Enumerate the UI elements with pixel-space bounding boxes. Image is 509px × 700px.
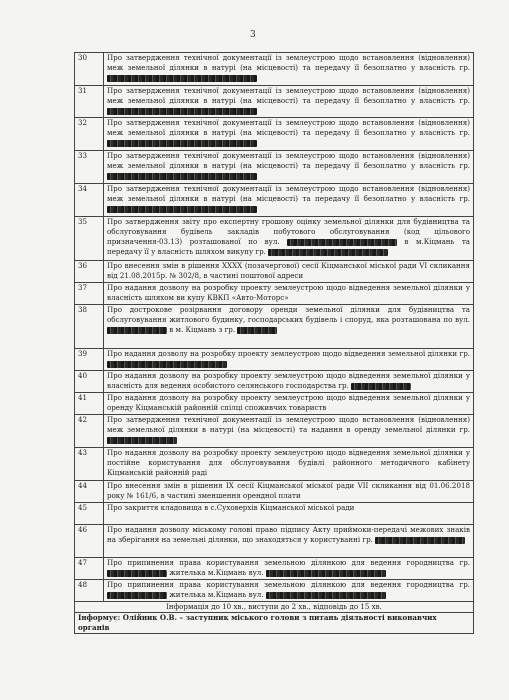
item-text: Про надання дозволу на розробку проекту землеустрою щодо відведення земельної ділянки у оренду Кіцманській районній спілці споживчих товариств bbox=[107, 393, 470, 412]
info-line: Інформація до 10 хв., виступи до 2 хв., відповідь до 15 хв. bbox=[75, 602, 474, 613]
item-text-cell bbox=[104, 558, 474, 580]
item-number: 41 bbox=[75, 393, 104, 415]
agenda-row bbox=[75, 86, 474, 118]
item-text: Про затвердження технічної документації із землеустрою щодо встановлення (відновлення) меж земельної ділянки в натурі (на місцевості) та передачу її безоплатно у власність гр. bbox=[107, 86, 470, 105]
agenda-row bbox=[75, 580, 474, 602]
redacted-name bbox=[107, 437, 177, 444]
agenda-row bbox=[75, 503, 474, 525]
item-number: 32 bbox=[75, 118, 104, 151]
item-text-continued: жителька м.Кіцмань вул. bbox=[167, 590, 266, 599]
item-text: Про дострокове розірвання договору оренди земельної ділянки для будівництва та обслуговування житлового будинку, господарських будівель і споруд, яка розташована по вул. bbox=[107, 305, 470, 324]
redacted-name bbox=[107, 361, 227, 368]
item-text-cell bbox=[104, 261, 474, 283]
item-text-cell bbox=[104, 415, 474, 448]
agenda-row bbox=[75, 525, 474, 558]
agenda-row bbox=[75, 371, 474, 393]
item-number: 34 bbox=[75, 184, 104, 217]
item-text-cell bbox=[104, 580, 474, 602]
agenda-row bbox=[75, 415, 474, 448]
item-text: Про надання дозволу на розробку проекту землеустрою щодо відведення земельної ділянки у власність для ведення особистого селянського господарства гр. bbox=[107, 371, 470, 390]
item-text: Про закриття кладовища в с.Суховерхів Кіцманської міської ради bbox=[107, 503, 355, 512]
item-text-cell bbox=[104, 151, 474, 184]
item-text-continued: жителька м.Кіцмань вул. bbox=[167, 568, 266, 577]
agenda-row bbox=[75, 53, 474, 86]
item-text: Про затвердження технічної документації із землеустрою щодо встановлення (відновлення) меж земельної ділянки в натурі (на місцевості) та передачу її безоплатно у власність гр. bbox=[107, 151, 470, 170]
item-text-cell bbox=[104, 217, 474, 261]
agenda-row bbox=[75, 481, 474, 503]
item-text-cell bbox=[104, 53, 474, 86]
item-number: 37 bbox=[75, 283, 104, 305]
item-text-cell bbox=[104, 184, 474, 217]
item-number: 44 bbox=[75, 481, 104, 503]
agenda-row bbox=[75, 118, 474, 151]
item-number: 36 bbox=[75, 261, 104, 283]
redacted-name bbox=[375, 537, 465, 544]
redacted-name bbox=[107, 206, 257, 213]
informant-line: Інформує: Олійник О.В. – заступник міського голови з питань діяльності виконавчих органів bbox=[75, 613, 474, 634]
redacted-name bbox=[107, 75, 257, 82]
item-number: 46 bbox=[75, 525, 104, 558]
agenda-row bbox=[75, 261, 474, 283]
item-text-cell bbox=[104, 503, 474, 525]
item-text: Про затвердження технічної документації із землеустрою щодо встановлення (відновлення) меж земельної ділянки в натурі (на місцевості) та передачу її безоплатно у власність гр. bbox=[107, 53, 470, 72]
item-text-continued: в м. Кіцмань з гр. bbox=[167, 325, 238, 334]
item-text: Про надання дозволу на розробку проекту землеустрою щодо відведення земельної ділянки гр. bbox=[107, 349, 470, 358]
item-text: Про надання дозволу на розробку проекту землеустрою щодо відведення земельної ділянки у власність шляхом ви купу КВКП «Авто-Моторс» bbox=[107, 283, 470, 302]
item-text-cell bbox=[104, 448, 474, 481]
item-text: Про припинення права користування земельною ділянкою для ведення городництва гр. bbox=[107, 558, 470, 567]
item-text-cell bbox=[104, 305, 474, 349]
redacted-name bbox=[107, 592, 167, 599]
item-number: 48 bbox=[75, 580, 104, 602]
agenda-row bbox=[75, 151, 474, 184]
redacted-name bbox=[237, 327, 277, 334]
agenda-row bbox=[75, 393, 474, 415]
item-text: Про затвердження технічної документації із землеустрою щодо встановлення (відновлення) меж земельної ділянки в натурі (на місцевості) та передачу її безоплатно у власність гр. bbox=[107, 184, 470, 203]
agenda-row bbox=[75, 448, 474, 481]
agenda-row bbox=[75, 283, 474, 305]
redacted-name bbox=[287, 239, 397, 246]
item-text-cell bbox=[104, 525, 474, 558]
info-row bbox=[75, 602, 474, 613]
item-number: 33 bbox=[75, 151, 104, 184]
agenda-row bbox=[75, 217, 474, 261]
item-text-cell bbox=[104, 283, 474, 305]
item-text-cell bbox=[104, 349, 474, 371]
item-number: 40 bbox=[75, 371, 104, 393]
item-number: 31 bbox=[75, 86, 104, 118]
item-text: Про внесення змін в рішення ХХХХ (позачергової) сесії Кіцманської міської ради VI скликання від 21.08.2015р. № 302/8, в частині поштової адреси bbox=[107, 261, 470, 280]
agenda-table bbox=[74, 52, 474, 634]
item-number: 35 bbox=[75, 217, 104, 261]
redacted-name bbox=[266, 592, 386, 599]
item-number: 47 bbox=[75, 558, 104, 580]
informant-row bbox=[75, 613, 474, 634]
item-number: 45 bbox=[75, 503, 104, 525]
redacted-name bbox=[268, 249, 388, 256]
agenda-row bbox=[75, 184, 474, 217]
item-text-cell bbox=[104, 371, 474, 393]
item-number: 38 bbox=[75, 305, 104, 349]
item-text-cell bbox=[104, 118, 474, 151]
agenda-row bbox=[75, 558, 474, 580]
redacted-name bbox=[107, 327, 167, 334]
redacted-name bbox=[107, 173, 257, 180]
item-text: Про затвердження звіту про експертну грошову оцінку земельної ділянки для будівництва та обслуговування будівель закладів побутового обслуговування (код цільового призначення-03.13) розташованої по вул. bbox=[107, 217, 470, 246]
item-text: Про припинення права користування земельною ділянкою для ведення городництва гр. bbox=[107, 580, 470, 589]
item-text: Про надання дозволу міському голові право підпису Акту приймоки-передачі межових знаків на зберігання на земельні ділянки, що знаходяться у користуванні гр. bbox=[107, 525, 470, 544]
item-text: Про внесення змін в рішення ІХ сесії Кіцманської міської ради VII скликання від 01.06.2018 року № 161/6, в частині зменшення орендної плати bbox=[107, 481, 470, 500]
redacted-name bbox=[107, 570, 167, 577]
item-text: Про затвердження технічної документації із землеустрою щодо встановлення (відновлення) меж земельної ділянки в натурі (на місцевості) та передачу її безоплатно у власність гр. bbox=[107, 118, 470, 137]
item-text: Про надання дозволу на розробку проекту землеустрою щодо відведення земельної ділянки у постійне користування для обслуговування будівлі районного методичного кабінету Кіцманській районній раді bbox=[107, 448, 470, 477]
item-text-cell bbox=[104, 481, 474, 503]
agenda-row bbox=[75, 349, 474, 371]
item-text-continued: в м.Кіцмань та передачу її у власність шляхом викупу гр. bbox=[107, 237, 471, 256]
redacted-name bbox=[266, 570, 386, 577]
redacted-name bbox=[107, 140, 257, 147]
item-number: 30 bbox=[75, 53, 104, 86]
item-number: 39 bbox=[75, 349, 104, 371]
item-number: 42 bbox=[75, 415, 104, 448]
page-number: 3 bbox=[250, 30, 256, 40]
redacted-name bbox=[107, 108, 257, 115]
item-text-cell bbox=[104, 393, 474, 415]
item-number: 43 bbox=[75, 448, 104, 481]
item-text: Про затвердження технічної документації із землеустрою щодо встановлення (відновлення) меж земельної ділянки в натурі (на місцевості) та надання в оренду земельної ділянки гр. bbox=[107, 415, 470, 434]
redacted-name bbox=[351, 383, 411, 390]
item-text-cell bbox=[104, 86, 474, 118]
agenda-row bbox=[75, 305, 474, 349]
